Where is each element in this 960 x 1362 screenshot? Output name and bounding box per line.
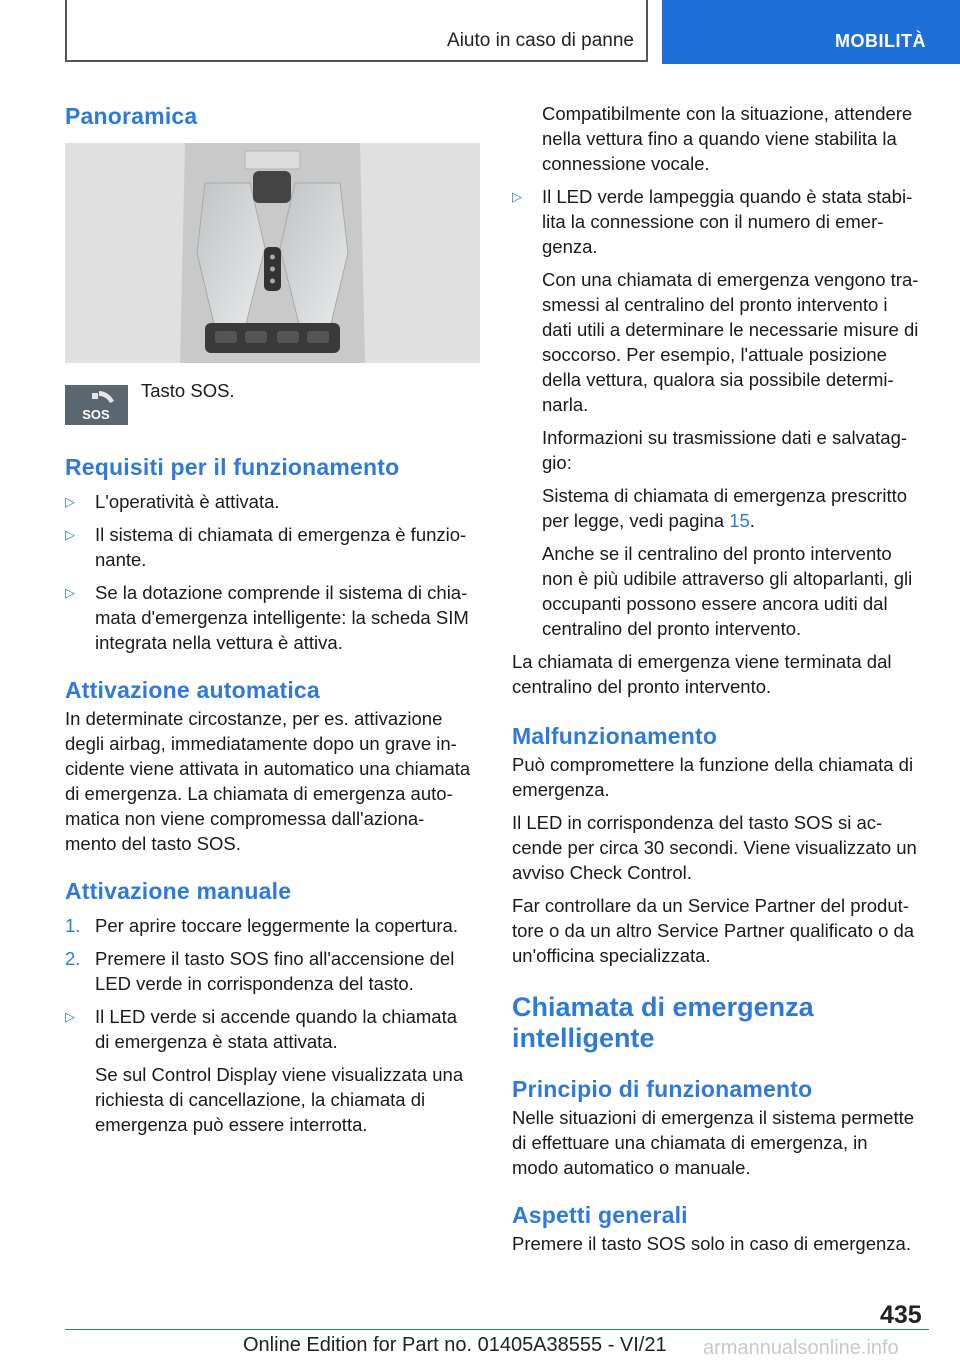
malfunction-text-2: Il LED in corrispondenza del tasto SOS si ac- cende per circa 30 secondi. Viene visualizzato un avviso Check Control.	[512, 812, 917, 883]
manual-activation-heading: Attivazione manuale	[65, 878, 292, 904]
requirements-list	[65, 489, 480, 655]
list-item: ▷ L'operatività è attivata.	[65, 491, 280, 512]
sos-caption: Tasto SOS.	[141, 380, 235, 401]
principle-text: Nelle situazioni di emergenza il sistema permette di effettuare una chiamata di emergenza, in modo automatico o manuale.	[512, 1107, 915, 1178]
footer-divider	[65, 1329, 929, 1330]
general-aspects-text: Premere il tasto SOS solo in caso di emergenza.	[512, 1233, 911, 1254]
list-item: ▷ Il sistema di chiamata di emergenza è funzio- nante.	[65, 524, 467, 570]
footer-edition: Online Edition for Part no. 01405A38555 - VI/21	[243, 1334, 667, 1356]
page-number: 435	[880, 1301, 922, 1329]
wait-text: Compatibilmente con la situazione, attendere nella vettura fino a quando viene stabilita la connessione vocale.	[542, 103, 913, 174]
manual-steps-list	[65, 913, 480, 1137]
principle-heading: Principio di funzionamento	[512, 1076, 813, 1102]
sos-icon-label: SOS	[82, 407, 110, 422]
auto-activation-text: In determinate circostanze, per es. attivazione degli airbag, immediatamente dopo un grave in- cidente viene attivata in automatico una chiamata di emergenza. La chiamata di emergenza auto- matica non viene compromessa dall'aziona- mento del tasto SOS.	[65, 708, 471, 854]
left-column	[65, 100, 480, 1137]
legal-reference-text: Sistema di chiamata di emergenza prescritto per legge, vedi pagina 15.	[542, 485, 908, 531]
roof-console-image	[65, 143, 480, 363]
general-aspects-heading: Aspetti generali	[512, 1202, 688, 1228]
list-item: ▷ Il LED verde si accende quando la chiamata di emergenza è stata attivata.	[65, 1006, 457, 1052]
triangle-bullet-icon: ▷	[65, 494, 75, 509]
header-section-box	[65, 0, 648, 62]
page-reference-link[interactable]: 15	[729, 510, 750, 531]
watermark: armannualsonline.info	[703, 1337, 899, 1359]
still-audible-text: Anche se il centralino del pronto intervento non è più udibile attraverso gli altoparlanti, gli occupanti possono essere ancora uditi dal centralino del pronto intervento.	[542, 543, 913, 639]
sos-legend-row	[65, 380, 480, 425]
smart-emergency-heading: Chiamata di emergenza intelligente	[512, 992, 814, 1053]
header-chapter-title: MOBILITÀ	[835, 31, 926, 51]
call-end-text: La chiamata di emergenza viene terminata dal centralino del pronto intervento.	[512, 651, 892, 697]
auto-activation-heading: Attivazione automatica	[65, 677, 320, 703]
triangle-bullet-icon: ▷	[65, 527, 75, 542]
list-item: ▷ Il LED verde lampeggia quando è stata stabi- lita la connessione con il numero di emer- genza.	[512, 186, 913, 257]
list-item: 2. Premere il tasto SOS fino all'accensione del LED verde in corrispondenza del tasto.	[65, 948, 455, 994]
sos-button-icon	[65, 385, 128, 425]
malfunction-heading: Malfunzionamento	[512, 723, 718, 749]
header-section-title: Aiuto in caso di panne	[447, 30, 634, 51]
triangle-bullet-icon: ▷	[512, 189, 522, 204]
requirements-heading: Requisiti per il funzionamento	[65, 454, 400, 480]
data-transmitted-text: Con una chiamata di emergenza vengono tra- smessi al centralino del pronto intervento i dati utili a determinare le necessarie misure di soccorso. Per esempio, l'attuale posizione della vettura, qualora sia possibile determi- narla.	[542, 269, 919, 415]
list-item: 1. Per aprire toccare leggermente la copertura.	[65, 915, 458, 936]
malfunction-text-1: Può compromettere la funzione della chiamata di emergenza.	[512, 754, 914, 800]
triangle-bullet-icon: ▷	[65, 585, 75, 600]
right-column	[512, 101, 928, 1256]
malfunction-text-3: Far controllare da un Service Partner del produt- tore o da un altro Service Partner qualificato o da un'officina specializzata.	[512, 895, 915, 966]
led-continuation-text: Se sul Control Display viene visualizzata una richiesta di cancellazione, la chiamata di emergenza può essere interrotta.	[95, 1064, 464, 1135]
data-info-text: Informazioni su trasmissione dati e salvatag- gio:	[542, 427, 908, 473]
header-chapter-tab	[662, 0, 960, 64]
overview-heading: Panoramica	[65, 103, 198, 129]
list-item: ▷ Se la dotazione comprende il sistema di chia- mata d'emergenza intelligente: la scheda SIM integrata nella vettura è attiva.	[65, 582, 469, 653]
triangle-bullet-icon: ▷	[65, 1009, 75, 1024]
